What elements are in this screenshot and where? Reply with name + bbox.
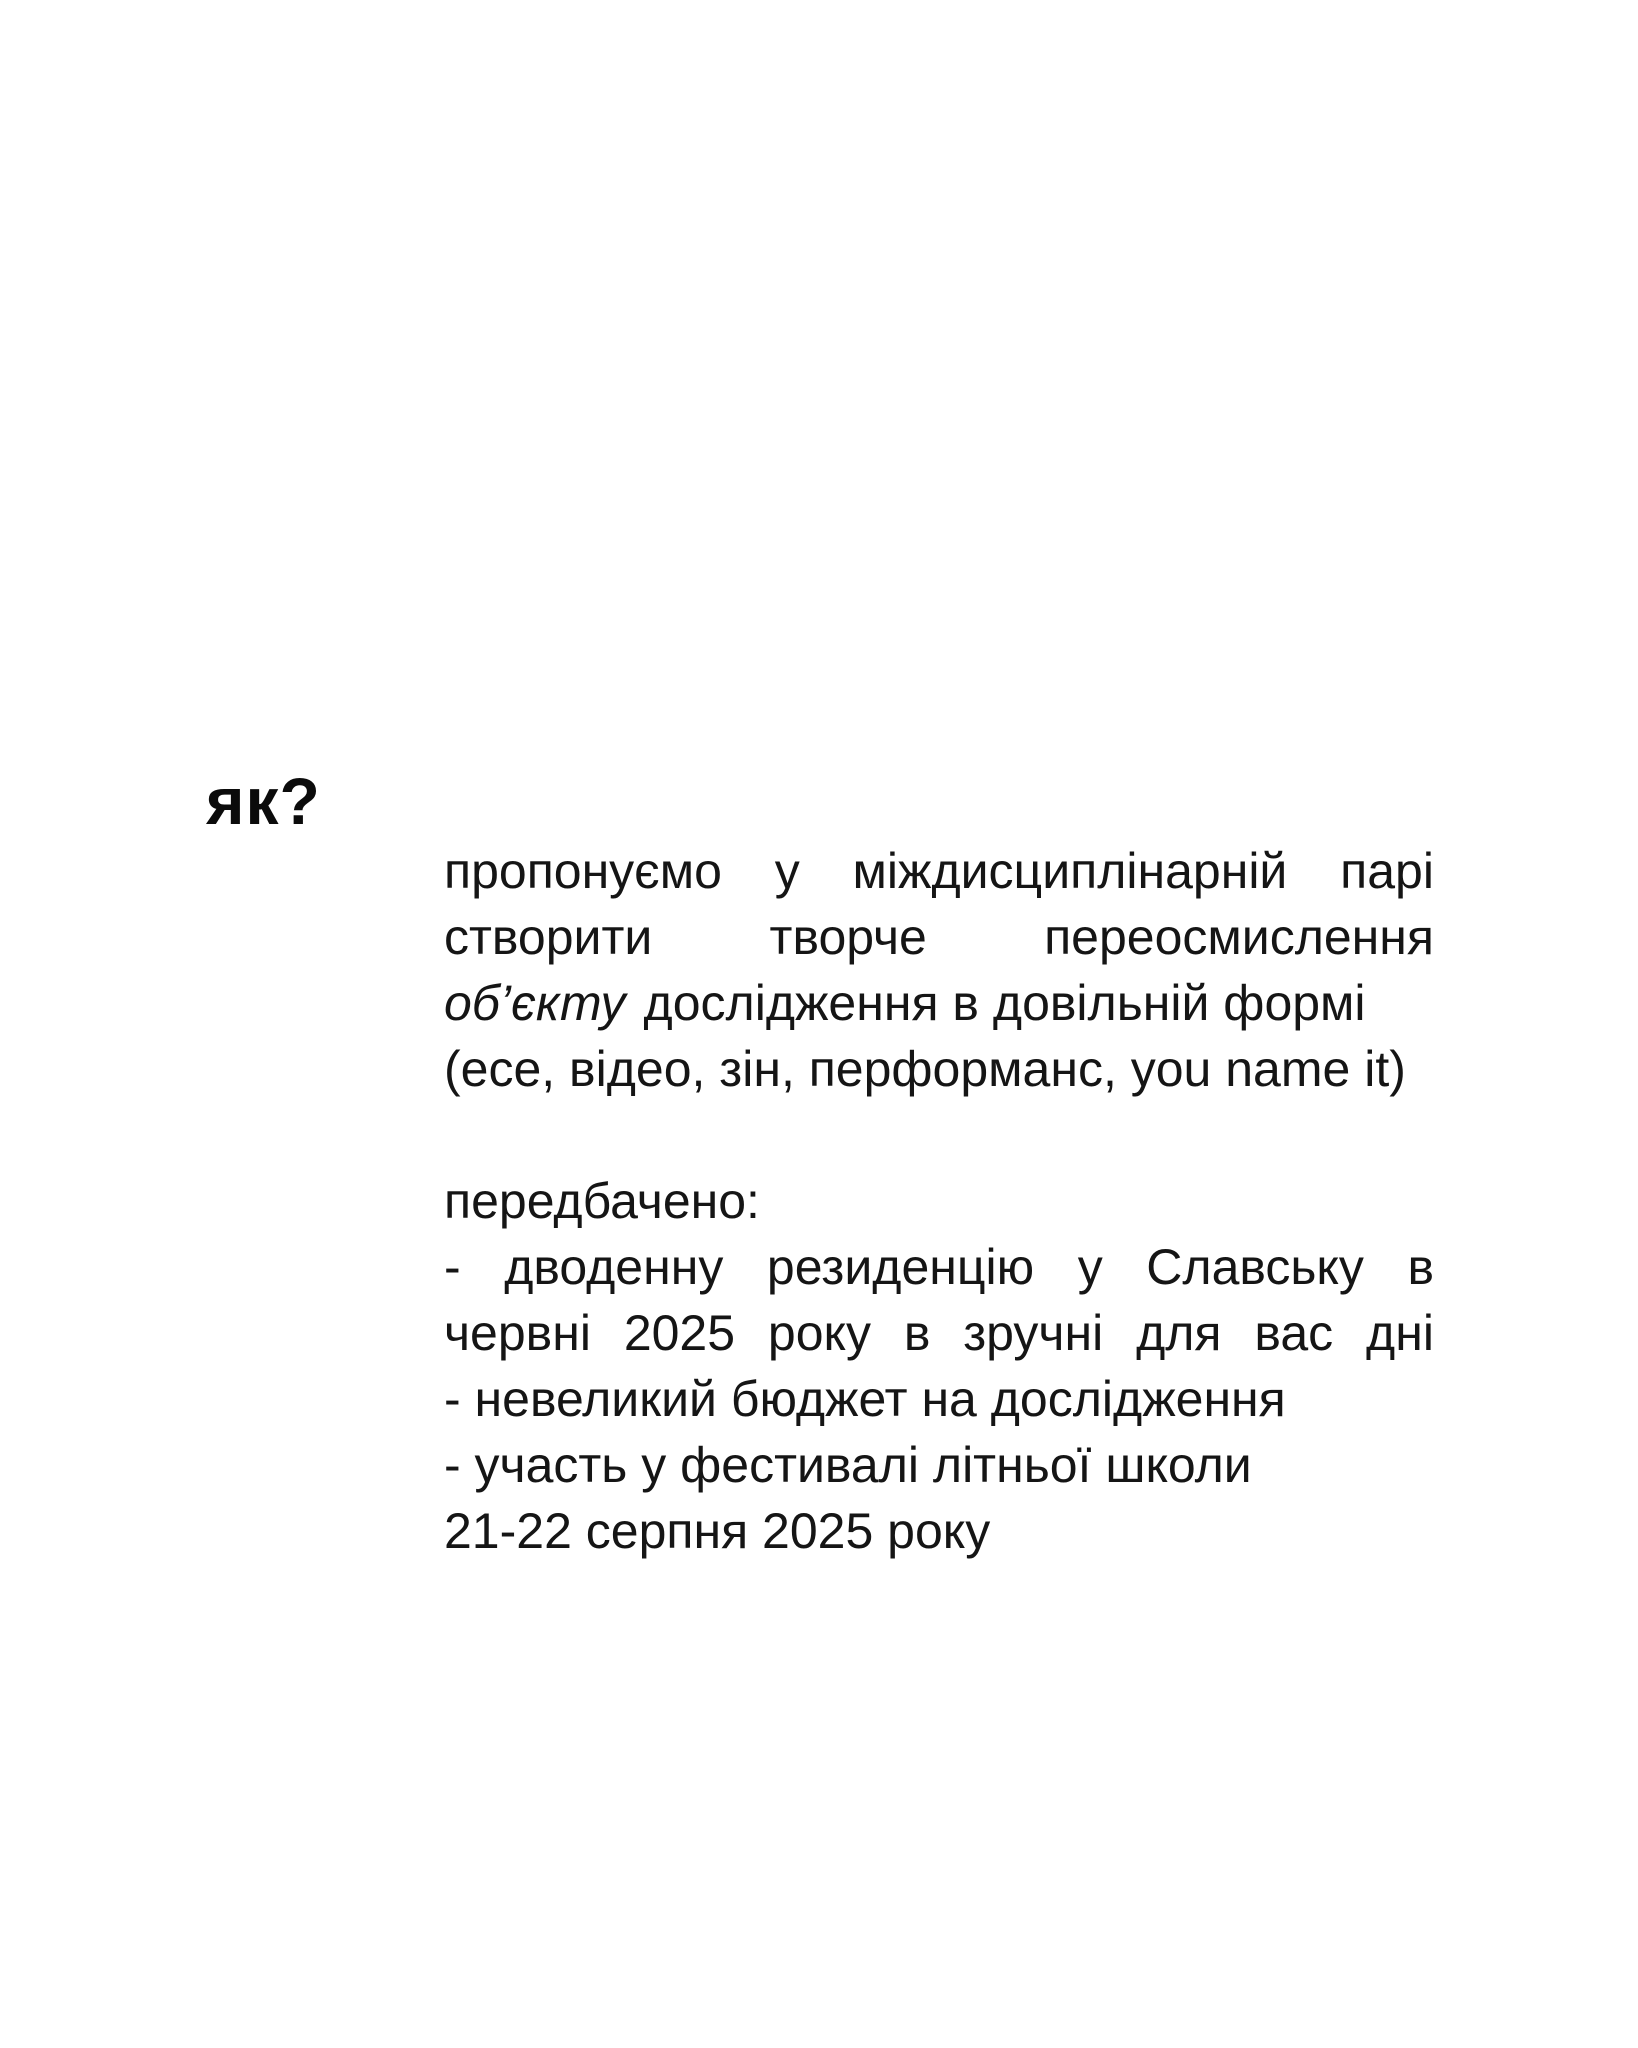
- word: пропонуємо: [444, 843, 722, 899]
- word: переосмислення: [1044, 909, 1434, 965]
- word: резиденцію: [766, 1239, 1035, 1295]
- provided-item-3: - участь у фестивалі літньої школи: [444, 1437, 1252, 1493]
- word: міждисциплінарній: [852, 843, 1288, 899]
- word: Славську: [1146, 1239, 1364, 1295]
- word: в: [1407, 1239, 1434, 1295]
- intro-line-1: [444, 838, 1434, 904]
- intro-line-3: [444, 970, 1434, 1036]
- word: зручні: [963, 1305, 1104, 1361]
- word: у: [774, 843, 800, 899]
- provided-item-1-line-1: [444, 1234, 1434, 1300]
- italic-word: об’єкту: [444, 975, 626, 1031]
- word: в: [903, 1305, 931, 1361]
- word: у: [1077, 1239, 1103, 1295]
- provided-item-1-line-2: [444, 1300, 1434, 1366]
- body-text: [444, 838, 1434, 1564]
- intro-line-3-rest: дослідження в довільній формі: [643, 975, 1366, 1031]
- paragraph-gap: [444, 1102, 1434, 1168]
- word: -: [444, 1239, 461, 1295]
- word: дводенну: [504, 1239, 724, 1295]
- intro-line-2: [444, 904, 1434, 970]
- provided-item-2: - невеликий бюджет на дослідження: [444, 1371, 1286, 1427]
- word: року: [767, 1305, 871, 1361]
- page-heading: як?: [206, 764, 321, 838]
- word: червні: [444, 1305, 591, 1361]
- word: створити: [444, 909, 653, 965]
- word: 2025: [623, 1305, 736, 1361]
- word: творче: [769, 909, 927, 965]
- provided-label: передбачено:: [444, 1173, 760, 1229]
- provided-item-3-date: 21-22 серпня 2025 року: [444, 1503, 991, 1559]
- word: вас: [1254, 1305, 1334, 1361]
- intro-line-4: (есе, відео, зін, перформанс, you name it): [444, 1041, 1406, 1097]
- word: для: [1136, 1305, 1222, 1361]
- word: парі: [1340, 843, 1434, 899]
- word: дні: [1366, 1305, 1434, 1361]
